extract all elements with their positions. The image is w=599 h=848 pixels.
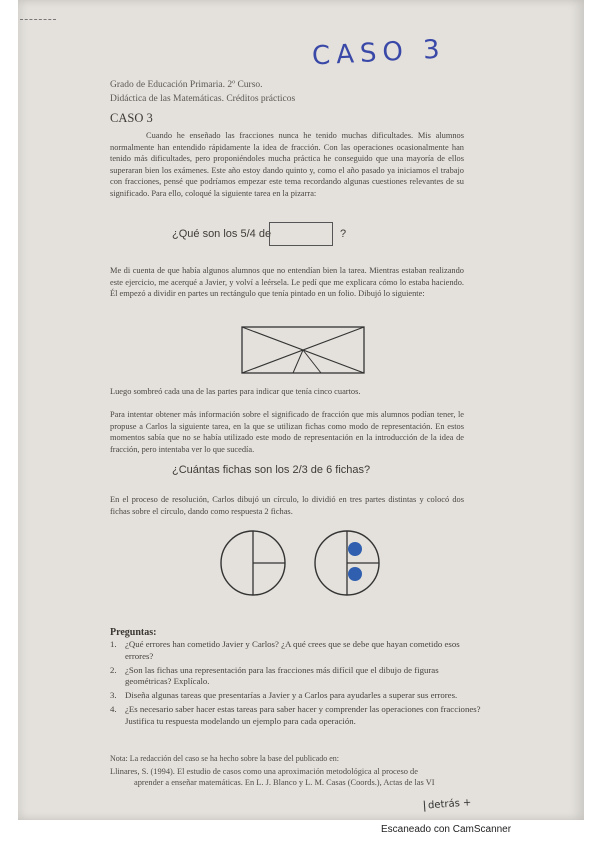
edge-mark	[20, 16, 56, 20]
javier-paragraph: Me di cuenta de que había algunos alumnos que no entendían bien la tarea. Mientras estaban realizando este ejercicio, me acerqué a Javier, y volví a leérsela. Le pedí que me explicara cómo lo estaba haciendo. Él empezó a dividir en partes un rectángulo que tenía pintado en un folio. Dibujó lo siguiente:	[110, 266, 464, 299]
task-1-question-mark: ?	[340, 228, 347, 240]
questions-list	[110, 639, 486, 730]
question-item: 1. ¿Qué errores han cometido Javier y Carlos? ¿A qué crees que se debe que hayan cometido esos errores?	[110, 639, 460, 661]
task-2-prompt: ¿Cuántas fichas son los 2/3 de 6 fichas?	[172, 464, 371, 476]
circle-divided-diagram	[218, 528, 288, 598]
carlos-process-paragraph: En el proceso de resolución, Carlos dibujó un círculo, lo dividió en tres partes distintas y colocó dos fichas sobre el círculo, dando como respuesta 2 fichas.	[110, 495, 464, 516]
reference	[110, 766, 476, 788]
reference-line-1: Llinares, S. (1994). El estudio de casos como una aproximación metodológica al proceso de	[110, 767, 418, 776]
question-item: 4. ¿Es necesario saber hacer estas tareas para saber hacer y comprender las operaciones con fracciones? Justifica tu respuesta modelando un ejemplo para cada operación.	[110, 704, 481, 726]
course-line: Grado de Educación Primaria. 2º Curso.	[110, 80, 263, 90]
handwritten-case-title: CASO 3	[311, 34, 447, 72]
answer-box	[269, 222, 333, 246]
question-item: 2. ¿Son las fichas una representación para las fracciones más difícil que el dibujo de figuras geométricas? Explícalo.	[110, 664, 439, 687]
chip	[348, 567, 362, 581]
handwritten-note: detrás +	[424, 797, 472, 811]
javier-rectangle-diagram	[241, 326, 365, 374]
sombreo-line: Luego sombreó cada una de las partes para indicar que tenía cinco cuartos.	[110, 387, 361, 396]
subject-line: Didáctica de las Matemáticas. Créditos prácticos	[110, 94, 296, 104]
intro-paragraph: Cuando he enseñado las fracciones nunca he tenido muchas dificultades. Mis alumnos normalmente han entendido rápidamente la idea de fracción. Con las operaciones ocasionalmente han tenido más dificultades, pero proponiéndoles mucha práctica he conseguido que una mayoría de ellos superaran bien los exámenes. Este año estoy dando quinto y, como el año pasado ya iniciamos el trabajo con fracciones, pensé que podríamos empezar este tema recordando algunas cuestiones relevantes de su significado. Para ello, coloqué la siguiente tarea en la pizarra:	[110, 131, 464, 198]
question-item: 3. Diseña algunas tareas que presentarías a Javier y a Carlos para ayudarles a superar sus errores.	[110, 690, 458, 701]
questions-title: Preguntas:	[110, 627, 157, 638]
chip	[348, 542, 362, 556]
carlos-intro-paragraph: Para intentar obtener más información sobre el significado de fracción que mis alumnos podían tener, le propuse a Carlos la siguiente tarea, en la que se utilizan fichas como modo de representación. En estos momentos sabía que no se había utilizado este modo de representación en la introducción de la idea de fracción, pero intentaba ver lo que sucedía.	[110, 410, 464, 454]
source-note: Nota: La redacción del caso se ha hecho sobre la base del publicado en:	[110, 754, 340, 763]
reference-line-2: aprender a enseñar matemáticas. En L. J. Blanco y L. M. Casas (Coords.), Actas de las VI	[134, 778, 435, 787]
scanner-watermark: Escaneado con CamScanner	[381, 824, 512, 835]
task-1-prompt: ¿Qué son los 5/4 de	[172, 228, 272, 240]
circle-with-chips-diagram	[312, 528, 382, 598]
case-title: CASO 3	[110, 111, 153, 125]
